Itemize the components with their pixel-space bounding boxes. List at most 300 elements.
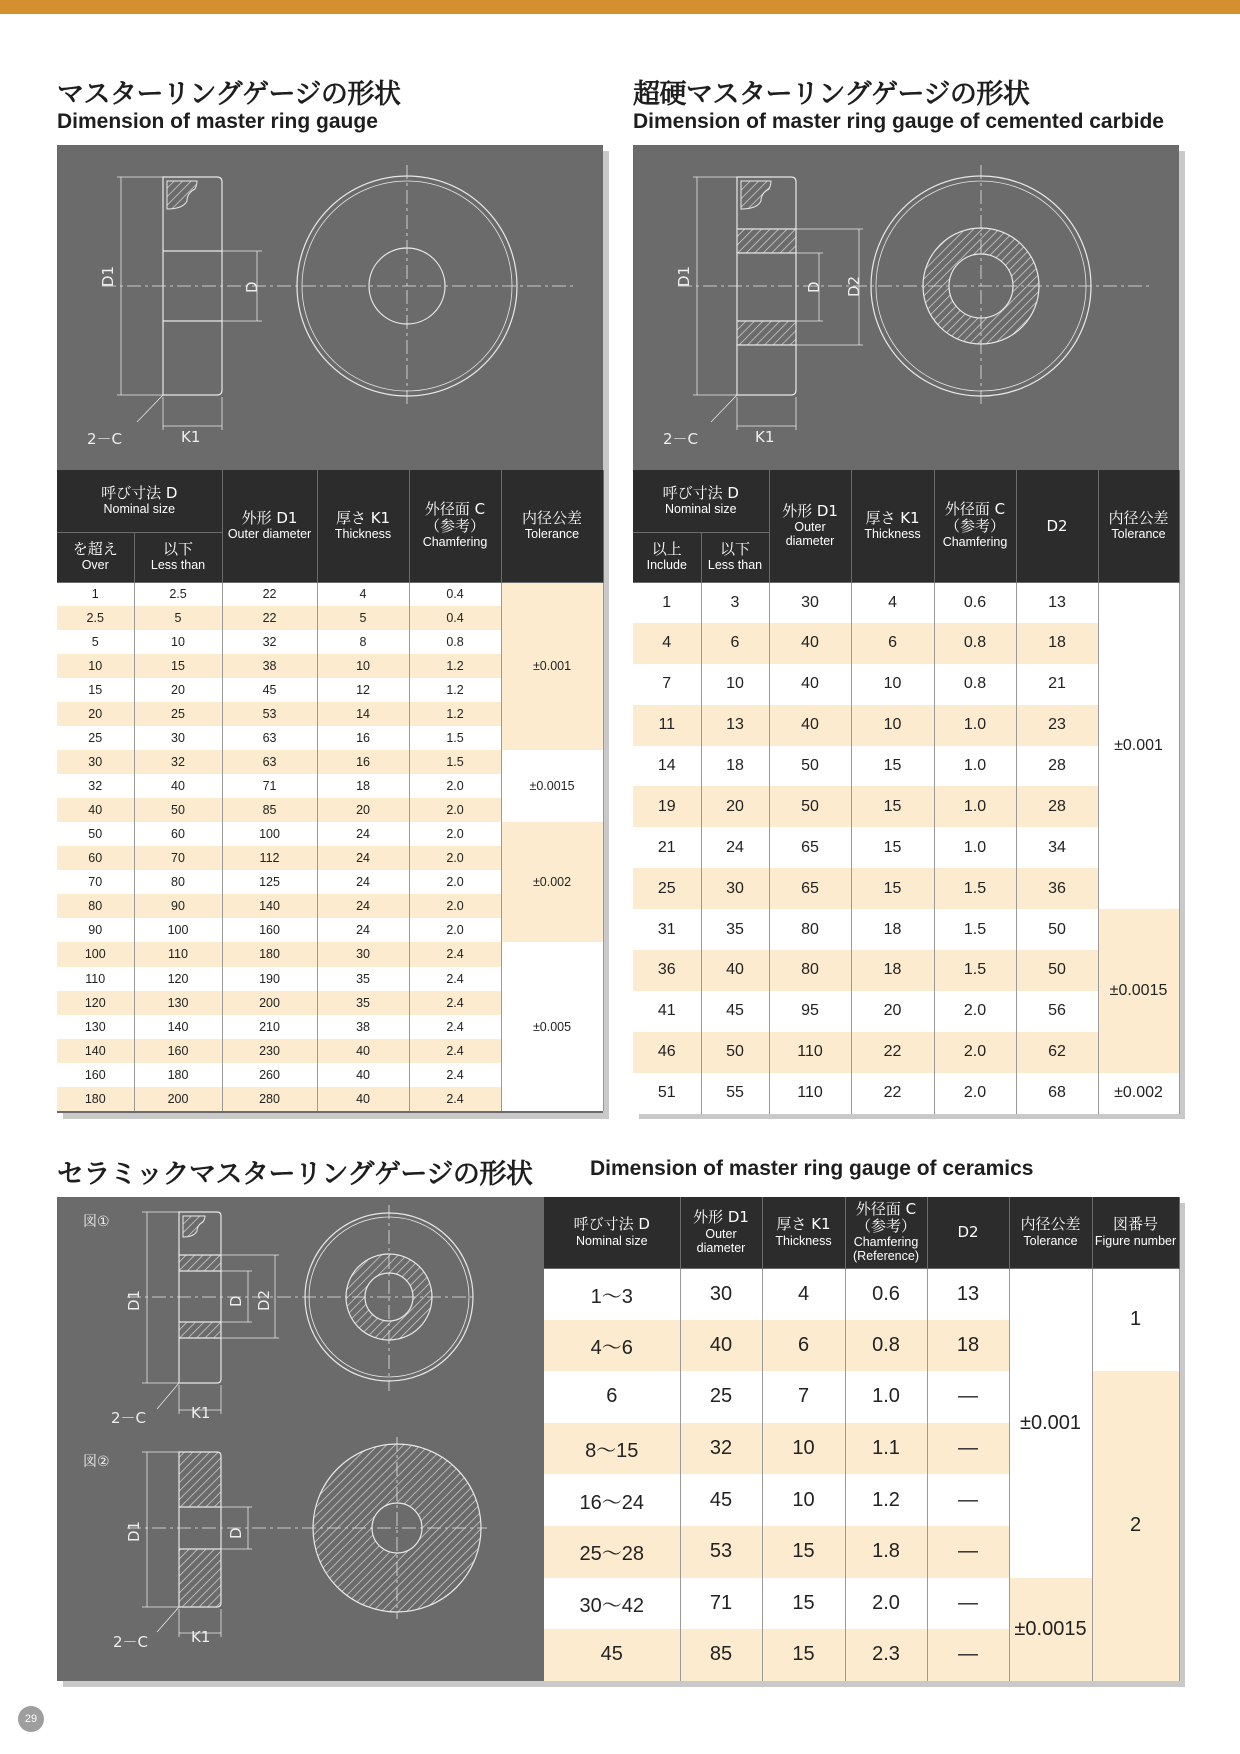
table-cell: 21 — [1016, 664, 1098, 705]
table-cell: 120 — [57, 991, 134, 1015]
table-cell: 19 — [633, 786, 701, 827]
table-cell: 2.0 — [409, 774, 501, 798]
table-row — [633, 786, 1179, 827]
table-cell: 13 — [1016, 582, 1098, 623]
table-cell: 50 — [769, 746, 851, 787]
table-cell: 46 — [633, 1032, 701, 1073]
table-cell: 2 — [1092, 1371, 1179, 1681]
table-cell: 16 — [317, 726, 409, 750]
table-cell: 90 — [134, 894, 222, 918]
table-cell: 71 — [222, 774, 317, 798]
table-cell: 0.8 — [845, 1320, 927, 1372]
table-cell: 40 — [680, 1320, 762, 1372]
table-cell: 1.0 — [934, 705, 1016, 746]
table-row — [57, 942, 603, 966]
table-cell: 1 — [633, 582, 701, 623]
table-cell: 32 — [134, 750, 222, 774]
table-cell: 16 — [317, 750, 409, 774]
table-cell: 110 — [769, 1032, 851, 1073]
panel-carbide-ring-gauge — [633, 145, 1179, 1113]
table-row — [633, 1073, 1179, 1114]
table-cell: ±0.002 — [1098, 1073, 1179, 1114]
label-chamfer: 2－C — [87, 430, 123, 448]
table-cell: — — [927, 1578, 1009, 1630]
table-cell: 2.4 — [409, 942, 501, 966]
table-cell: 6 — [762, 1320, 845, 1372]
table-cell: 1.2 — [409, 654, 501, 678]
table-cell: 0.8 — [934, 623, 1016, 664]
table-cell: 22 — [222, 606, 317, 630]
table-row — [633, 868, 1179, 909]
table-cell: 32 — [57, 774, 134, 798]
table-cell: 56 — [1016, 991, 1098, 1032]
label-k1: K1 — [755, 428, 775, 446]
table-cell: 7 — [633, 664, 701, 705]
table-cell: 16～24 — [544, 1474, 680, 1526]
table-cell: 280 — [222, 1087, 317, 1111]
section3-title-en: Dimension of master ring gauge of ceramics — [590, 1157, 1034, 1180]
table-cell: 18 — [851, 909, 934, 950]
table-cell: 130 — [57, 1015, 134, 1039]
table-cell: 160 — [222, 918, 317, 942]
table-cell: 1 — [57, 582, 134, 606]
label-k1: K1 — [181, 428, 201, 446]
table-cell: 85 — [222, 798, 317, 822]
table-cell: 5 — [134, 606, 222, 630]
table-cell: 71 — [680, 1578, 762, 1630]
table-cell: 180 — [57, 1087, 134, 1111]
table-cell: 36 — [1016, 868, 1098, 909]
table-cell: 13 — [701, 705, 769, 746]
table-cell: 1.0 — [934, 827, 1016, 868]
table-cell: 2.0 — [409, 846, 501, 870]
table-cell: 2.0 — [845, 1578, 927, 1630]
label-k1: K1 — [191, 1628, 211, 1646]
table-cell: 85 — [680, 1629, 762, 1681]
table-cell: 28 — [1016, 746, 1098, 787]
header-thickness: 厚さ K1 Thickness — [851, 470, 934, 582]
label-d: D — [227, 1527, 245, 1539]
table-cell: 110 — [134, 942, 222, 966]
table-cell: 50 — [1016, 950, 1098, 991]
table-cell: 50 — [769, 786, 851, 827]
table-cell: 4 — [851, 582, 934, 623]
table-cell: 38 — [317, 1015, 409, 1039]
table-cell: 20 — [57, 702, 134, 726]
label-chamfer: 2－C — [663, 430, 699, 448]
table-cell: 10 — [762, 1423, 845, 1475]
header-thickness: 厚さ K1 Thickness — [762, 1197, 845, 1268]
top-accent-bar — [0, 0, 1240, 14]
table-cell: 0.8 — [409, 630, 501, 654]
table-cell: 24 — [317, 822, 409, 846]
table-cell: 34 — [1016, 827, 1098, 868]
table-cell: 32 — [222, 630, 317, 654]
table-cell: — — [927, 1629, 1009, 1681]
table-ceramic-ring-gauge — [544, 1197, 1180, 1681]
table-cell: 1.2 — [409, 678, 501, 702]
table-cell: 2.5 — [134, 582, 222, 606]
label-figure-2: 図② — [83, 1454, 110, 1470]
table-row — [633, 909, 1179, 950]
table-cell: 28 — [1016, 786, 1098, 827]
table-cell: 110 — [769, 1073, 851, 1114]
table-row — [633, 705, 1179, 746]
table-cell: 24 — [317, 894, 409, 918]
label-figure-1: 図① — [83, 1214, 110, 1230]
table-cell: 15 — [762, 1526, 845, 1578]
table1-body — [57, 582, 603, 1111]
header-tolerance: 内径公差 Tolerance — [1009, 1197, 1092, 1268]
table-cell: 6 — [851, 623, 934, 664]
label-d: D — [805, 281, 823, 293]
table-cell: 2.4 — [409, 1039, 501, 1063]
table-cell: 1 — [1092, 1268, 1179, 1371]
table-cell: 1.2 — [409, 702, 501, 726]
table-cell: 1.1 — [845, 1423, 927, 1475]
table-cell: 30 — [769, 582, 851, 623]
table-cell: 40 — [317, 1063, 409, 1087]
table-cell: 1～3 — [544, 1268, 680, 1320]
table-row — [544, 1268, 1179, 1320]
table-cell: 140 — [222, 894, 317, 918]
drawing-ceramic-ring-svg — [57, 1197, 544, 1681]
table-cell: 1.5 — [409, 750, 501, 774]
table-cell: 7 — [762, 1371, 845, 1423]
table-row — [633, 623, 1179, 664]
table-cell: 2.0 — [934, 991, 1016, 1032]
table-row — [633, 950, 1179, 991]
table-cell: 110 — [57, 967, 134, 991]
table-master-ring-gauge — [57, 470, 604, 1111]
label-d1: D1 — [675, 265, 693, 287]
table-row — [57, 822, 603, 846]
table-cell: ±0.0015 — [1009, 1578, 1092, 1681]
table-cell: 100 — [57, 942, 134, 966]
table-cell: 0.4 — [409, 606, 501, 630]
table-cell: 35 — [317, 991, 409, 1015]
table-cell: 15 — [851, 746, 934, 787]
table-cell: 2.4 — [409, 1087, 501, 1111]
header-less-than: 以下 Less than — [701, 532, 769, 582]
table-cell: 70 — [57, 870, 134, 894]
table-cell: 41 — [633, 991, 701, 1032]
header-d2: D2 — [927, 1197, 1009, 1268]
table-cell: 180 — [222, 942, 317, 966]
table-cell: 0.6 — [845, 1268, 927, 1320]
label-d1: D1 — [99, 265, 117, 287]
drawing-ceramic-ring — [57, 1197, 544, 1681]
table-cell: 53 — [680, 1526, 762, 1578]
table-cell: 80 — [134, 870, 222, 894]
table-cell: 50 — [1016, 909, 1098, 950]
table-cell: 21 — [633, 827, 701, 868]
table-cell: 125 — [222, 870, 317, 894]
table-cell: 22 — [222, 582, 317, 606]
header-outer-diameter: 外形 D1 Outer diameter — [769, 470, 851, 582]
table-cell: 260 — [222, 1063, 317, 1087]
table-cell: 112 — [222, 846, 317, 870]
table-cell: 55 — [701, 1073, 769, 1114]
header-outer-diameter: 外形 D1 Outer diameter — [680, 1197, 762, 1268]
page-number: 29 — [18, 1706, 44, 1732]
header-include: 以上 Include — [633, 532, 701, 582]
table-cell: 160 — [134, 1039, 222, 1063]
table-cell: 25～28 — [544, 1526, 680, 1578]
table-cell: 25 — [134, 702, 222, 726]
table-cell: 31 — [633, 909, 701, 950]
table-cell: 23 — [1016, 705, 1098, 746]
table-cell: 0.8 — [934, 664, 1016, 705]
table-cell: 1.8 — [845, 1526, 927, 1578]
table-cell: 15 — [57, 678, 134, 702]
table-cell: 62 — [1016, 1032, 1098, 1073]
table-cell: 90 — [57, 918, 134, 942]
table-row — [633, 664, 1179, 705]
table-cell: 30 — [134, 726, 222, 750]
table-cell: 22 — [851, 1073, 934, 1114]
table-cell: 30～42 — [544, 1578, 680, 1630]
table-cell: 18 — [701, 746, 769, 787]
table-cell: 25 — [633, 868, 701, 909]
table-cell: ±0.0015 — [501, 750, 603, 822]
table-cell: 1.0 — [934, 746, 1016, 787]
table-cell: 6 — [701, 623, 769, 664]
label-k1: K1 — [191, 1404, 211, 1422]
table-cell: 1.5 — [934, 868, 1016, 909]
label-d1: D1 — [125, 1289, 143, 1311]
table-cell: 13 — [927, 1268, 1009, 1320]
table-cell: 25 — [680, 1371, 762, 1423]
table-cell: 65 — [769, 868, 851, 909]
table-cell: 14 — [317, 702, 409, 726]
table-cell: 15 — [851, 868, 934, 909]
table-cell: 2.4 — [409, 1015, 501, 1039]
table-cell: 100 — [222, 822, 317, 846]
table-cell: 70 — [134, 846, 222, 870]
header-nominal: 呼び寸法 D Nominal size — [544, 1197, 680, 1268]
table-cell: ±0.001 — [1098, 582, 1179, 909]
table-cell: 8 — [317, 630, 409, 654]
table-cell: 24 — [701, 827, 769, 868]
table-cell: 10 — [57, 654, 134, 678]
table2-body — [633, 582, 1179, 1114]
table-cell: 60 — [134, 822, 222, 846]
header-figure-number: 図番号 Figure number — [1092, 1197, 1179, 1268]
table-row — [57, 750, 603, 774]
table-cell: 1.0 — [845, 1371, 927, 1423]
table-cell: 40 — [317, 1039, 409, 1063]
table-cell: 15 — [134, 654, 222, 678]
table-cell: 63 — [222, 750, 317, 774]
table-cell: 35 — [701, 909, 769, 950]
label-d: D — [243, 281, 261, 293]
table-cell: 8～15 — [544, 1423, 680, 1475]
table-cell: 40 — [769, 705, 851, 746]
table-cell: 6 — [544, 1371, 680, 1423]
header-nominal: 呼び寸法 D Nominal size — [633, 470, 769, 532]
table-cell: 40 — [769, 664, 851, 705]
table-cell: 5 — [317, 606, 409, 630]
table-cell: 35 — [317, 967, 409, 991]
table-cell: 3 — [701, 582, 769, 623]
table-cell: 1.0 — [934, 786, 1016, 827]
table-cell: 11 — [633, 705, 701, 746]
table-cell: 2.0 — [409, 798, 501, 822]
table-row — [544, 1578, 1179, 1630]
table-cell: 53 — [222, 702, 317, 726]
header-less-than: 以下 Less than — [134, 532, 222, 582]
table-cell: 40 — [701, 950, 769, 991]
header-chamfering: 外径面 C （参考） Chamfering — [409, 470, 501, 582]
table-cell: 38 — [222, 654, 317, 678]
label-chamfer: 2－C — [111, 1409, 147, 1427]
header-chamfering: 外径面 C （参考） Chamfering (Reference) — [845, 1197, 927, 1268]
table-cell: 20 — [701, 786, 769, 827]
table-cell: 2.0 — [409, 918, 501, 942]
table-cell: 2.0 — [409, 822, 501, 846]
table-cell: 190 — [222, 967, 317, 991]
table-cell: 15 — [851, 827, 934, 868]
table-cell: 95 — [769, 991, 851, 1032]
table-carbide-ring-gauge — [633, 470, 1180, 1114]
section1-title-en: Dimension of master ring gauge — [57, 110, 378, 133]
table-cell: 45 — [544, 1629, 680, 1681]
header-tolerance: 内径公差 Tolerance — [501, 470, 603, 582]
table-cell: 22 — [851, 1032, 934, 1073]
table-row — [633, 1032, 1179, 1073]
table-cell: 51 — [633, 1073, 701, 1114]
table-cell: 45 — [222, 678, 317, 702]
table-cell: 10 — [701, 664, 769, 705]
header-nominal: 呼び寸法 D Nominal size — [57, 470, 222, 532]
table-cell: 32 — [680, 1423, 762, 1475]
header-thickness: 厚さ K1 Thickness — [317, 470, 409, 582]
table-cell: 140 — [134, 1015, 222, 1039]
table-cell: 0.6 — [934, 582, 1016, 623]
table-cell: 160 — [57, 1063, 134, 1087]
table-cell: — — [927, 1423, 1009, 1475]
table-cell: 1.5 — [934, 950, 1016, 991]
table-cell: 18 — [851, 950, 934, 991]
table-row — [633, 582, 1179, 623]
table-cell: ±0.002 — [501, 822, 603, 942]
section1-title-jp: マスターリングゲージの形状 — [57, 79, 401, 110]
table-cell: 40 — [57, 798, 134, 822]
table-cell: 10 — [762, 1474, 845, 1526]
table-row — [633, 991, 1179, 1032]
table-cell: 10 — [134, 630, 222, 654]
table-row — [57, 582, 603, 606]
section2-title-jp: 超硬マスターリングゲージの形状 — [633, 79, 1030, 110]
table-cell: 2.4 — [409, 967, 501, 991]
label-d2: D2 — [255, 1289, 273, 1311]
drawing-master-ring — [57, 145, 603, 470]
table-cell: 200 — [134, 1087, 222, 1111]
header-over: を超え Over — [57, 532, 134, 582]
table-cell: 0.4 — [409, 582, 501, 606]
table-row — [633, 746, 1179, 787]
table-cell: ±0.001 — [1009, 1268, 1092, 1578]
table-cell: 40 — [769, 623, 851, 664]
header-outer-diameter: 外形 D1 Outer diameter — [222, 470, 317, 582]
table-cell: 50 — [57, 822, 134, 846]
table-cell: 68 — [1016, 1073, 1098, 1114]
table-cell: — — [927, 1371, 1009, 1423]
table-cell: 18 — [1016, 623, 1098, 664]
table-cell: 1.2 — [845, 1474, 927, 1526]
table-cell: 4 — [317, 582, 409, 606]
table-cell: 65 — [769, 827, 851, 868]
table-cell: 40 — [134, 774, 222, 798]
label-chamfer: 2－C — [113, 1633, 149, 1651]
table-cell: 80 — [769, 950, 851, 991]
table-cell: 15 — [762, 1578, 845, 1630]
table-cell: 130 — [134, 991, 222, 1015]
table-cell: 36 — [633, 950, 701, 991]
table-cell: 45 — [701, 991, 769, 1032]
table-cell: 18 — [927, 1320, 1009, 1372]
table-cell: 30 — [680, 1268, 762, 1320]
table-cell: 40 — [317, 1087, 409, 1111]
table-cell: 80 — [57, 894, 134, 918]
table-cell: 20 — [317, 798, 409, 822]
table-cell: 12 — [317, 678, 409, 702]
table-cell: 2.0 — [409, 894, 501, 918]
table-cell: 120 — [134, 967, 222, 991]
header-chamfering: 外径面 C （参考） Chamfering — [934, 470, 1016, 582]
table-cell: 18 — [317, 774, 409, 798]
table-cell: 2.4 — [409, 1063, 501, 1087]
section3-title-jp: セラミックマスターリングゲージの形状 — [57, 1159, 533, 1190]
panel-master-ring-gauge — [57, 145, 603, 1113]
table-cell: 2.5 — [57, 606, 134, 630]
panel-ceramic-ring-gauge — [57, 1197, 1179, 1681]
table-cell: 4 — [762, 1268, 845, 1320]
header-d2: D2 — [1016, 470, 1098, 582]
table-cell: ±0.005 — [501, 942, 603, 1110]
table-cell: 24 — [317, 918, 409, 942]
label-d: D — [227, 1295, 245, 1307]
table-cell: — — [927, 1526, 1009, 1578]
table-cell: 20 — [134, 678, 222, 702]
table-cell: 50 — [134, 798, 222, 822]
label-d1: D1 — [125, 1520, 143, 1542]
table-cell: 10 — [851, 664, 934, 705]
table3-body — [544, 1268, 1179, 1681]
table-cell: 14 — [633, 746, 701, 787]
table-cell: 24 — [317, 846, 409, 870]
table-cell: 30 — [701, 868, 769, 909]
table-cell: ±0.001 — [501, 582, 603, 750]
table-cell: 10 — [317, 654, 409, 678]
table-cell: 24 — [317, 870, 409, 894]
drawing-master-ring-svg — [57, 145, 603, 470]
drawing-carbide-ring — [633, 145, 1179, 470]
table-cell: 15 — [762, 1629, 845, 1681]
table-cell: 80 — [769, 909, 851, 950]
drawing-carbide-ring-svg — [633, 145, 1179, 470]
table-cell: 63 — [222, 726, 317, 750]
table-row — [633, 827, 1179, 868]
table-cell: 210 — [222, 1015, 317, 1039]
table-cell: 100 — [134, 918, 222, 942]
table-cell: 30 — [317, 942, 409, 966]
table-cell: 60 — [57, 846, 134, 870]
table-cell: 4～6 — [544, 1320, 680, 1372]
table-cell: 15 — [851, 786, 934, 827]
table-cell: 200 — [222, 991, 317, 1015]
